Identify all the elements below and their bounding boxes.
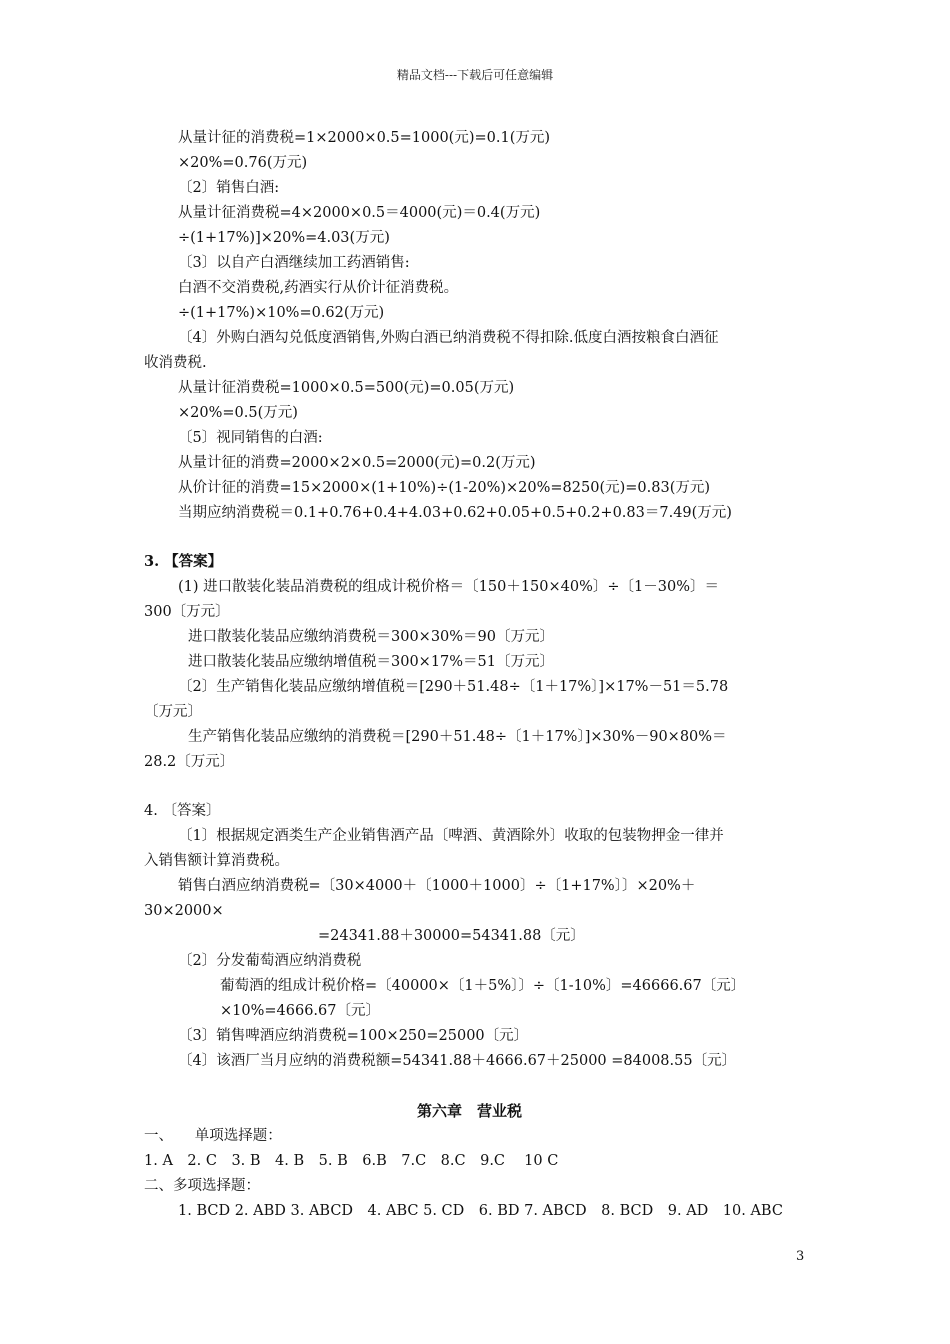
text-line: 从价计征的消费=15×2000×(1+10%)÷(1-20%)×20%=8250(元)=0.83(万元) <box>178 480 711 496</box>
text-line: ×10%=4666.67〔元〕 <box>220 1003 380 1019</box>
section-heading: 二、多项选择题： <box>144 1178 260 1194</box>
text-line: 从量计征的消费=2000×2×0.5=2000(元)=0.2(万元) <box>178 455 536 471</box>
text-line: ×20%=0.76(万元) <box>178 155 308 171</box>
text-line: 〔4〕外购白酒勾兑低度酒销售,外购白酒已纳消费税不得扣除.低度白酒按粮食白酒征 <box>178 330 719 346</box>
text-line: 〔4〕该酒厂当月应纳的消费税额=54341.88＋4666.67＋25000 =84008.55〔元〕 <box>178 1053 737 1069</box>
text-line: ÷(1+17%)]×20%=4.03(万元) <box>178 230 390 246</box>
text-line: 〔2〕分发葡萄酒应纳消费税 <box>178 953 362 969</box>
text-line: 从量计征消费税=4×2000×0.5＝4000(元)＝0.4(万元) <box>178 205 541 221</box>
text-line: 进口散装化装品应缴纳消费税＝300×30%＝90〔万元〕 <box>188 629 555 645</box>
text-line: 300〔万元〕 <box>144 604 230 620</box>
text-line: 从量计征的消费税=1×2000×0.5=1000(元)=0.1(万元) <box>178 130 551 146</box>
text-line: =24341.88＋30000=54341.88〔元〕 <box>318 928 585 944</box>
text-line: 〔1〕根据规定酒类生产企业销售酒产品〔啤酒、黄酒除外〕收取的包装物押金一律并 <box>178 828 724 844</box>
chapter-title: 第六章 营业税 <box>417 1102 523 1120</box>
text-line: 〔万元〕 <box>144 704 202 720</box>
text-line: 生产销售化装品应缴纳的消费税＝[290＋51.48÷〔1＋17%〕]×30%－90×80%＝ <box>188 729 727 745</box>
text-line: 〔2〕销售白酒: <box>178 180 280 196</box>
text-line: 收消费税. <box>144 355 207 371</box>
text-line: 白酒不交消费税,药酒实行从价计征消费税。 <box>178 280 459 296</box>
answer-heading: 3. 【答案】 <box>144 553 223 570</box>
answer-list: 1. A 2. C 3. B 4. B 5. B 6.B 7.C 8.C 9.C 10 C <box>144 1153 559 1169</box>
text-line: ×20%=0.5(万元) <box>178 405 298 421</box>
text-line: 销售白酒应纳消费税=〔30×4000＋〔1000＋1000〕÷〔1+17%〕〕×20%＋ <box>178 878 696 894</box>
text-line: 进口散装化装品应缴纳增值税＝300×17%＝51〔万元〕 <box>188 654 555 670</box>
text-line: 〔3〕以自产白酒继续加工药酒销售: <box>178 255 410 271</box>
text-line: ÷(1+17%)×10%=0.62(万元) <box>178 305 385 321</box>
text-line: 〔3〕销售啤酒应纳消费税=100×250=25000〔元〕 <box>178 1028 529 1044</box>
text-line: 〔5〕视同销售的白酒: <box>178 430 323 446</box>
section-heading: 一、 单项选择题： <box>144 1128 282 1144</box>
text-line: 入销售额计算消费税。 <box>144 853 289 869</box>
answer-heading: 4. 〔答案〕 <box>144 803 221 819</box>
page-header: 精品文档---下载后可任意编辑 <box>396 68 554 82</box>
answer-list: 1. BCD 2. ABD 3. ABCD 4. ABC 5. CD 6. BD 7. ABCD 8. BCD 9. AD 10. ABC <box>178 1203 783 1219</box>
text-line: 葡萄酒的组成计税价格=〔40000×〔1＋5%〕〕÷〔1-10%〕=46666.67〔元〕 <box>220 978 746 994</box>
page-number: 3 <box>796 1249 805 1264</box>
text-line: (1) 进口散装化装品消费税的组成计税价格＝〔150＋150×40%〕÷〔1－30%〕＝ <box>178 579 719 595</box>
text-line: 从量计征消费税=1000×0.5=500(元)=0.05(万元) <box>178 380 515 396</box>
text-line: 28.2〔万元〕 <box>144 754 235 770</box>
text-line: 当期应纳消费税＝0.1+0.76+0.4+4.03+0.62+0.05+0.5+0.2+0.83＝7.49(万元) <box>178 505 732 521</box>
text-line: 30×2000× <box>144 903 224 919</box>
text-line: 〔2〕生产销售化装品应缴纳增值税＝[290＋51.48÷〔1＋17%〕]×17%－51＝5.78 <box>178 679 729 695</box>
